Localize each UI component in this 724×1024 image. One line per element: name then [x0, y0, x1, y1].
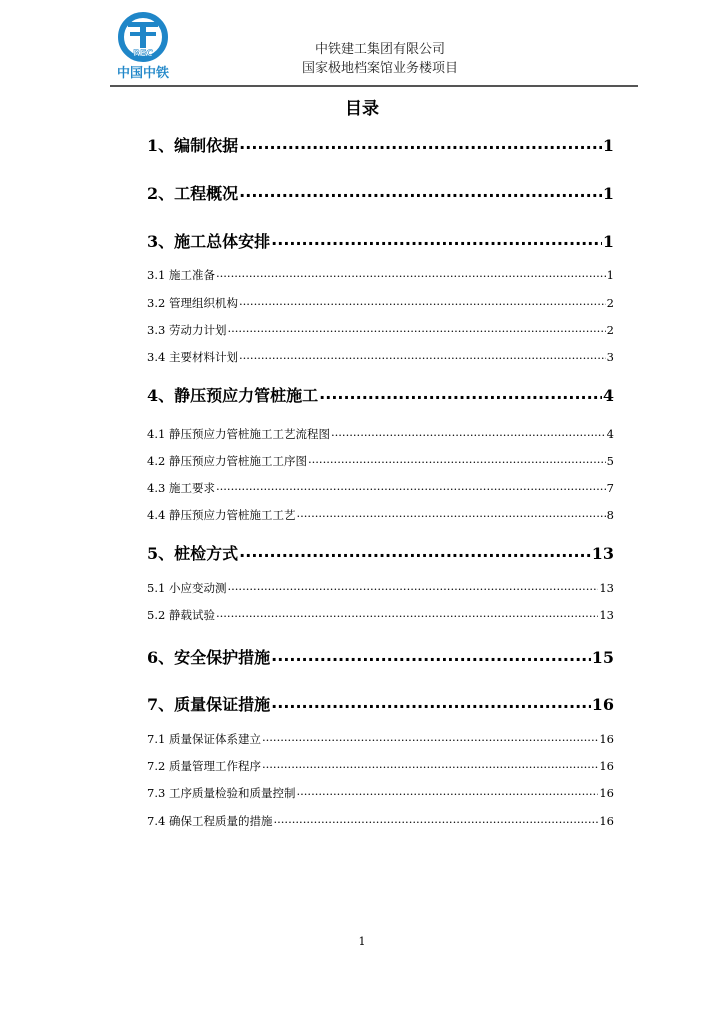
toc-entry-number: 5.1 — [147, 581, 166, 595]
toc-entry-page: 15 — [591, 648, 614, 667]
toc-entry-page: 13 — [599, 608, 614, 622]
page-number: 1 — [358, 935, 366, 948]
toc-entry-number: 2 — [147, 184, 159, 203]
toc-entry-page: 13 — [599, 581, 614, 595]
toc-leader-dots — [262, 759, 598, 771]
toc-entry-page: 3 — [606, 350, 614, 364]
toc-leader-dots — [296, 508, 605, 520]
toc-entry-text: 、质量保证措施 — [158, 695, 271, 714]
toc-entry-label — [147, 229, 270, 252]
toc-entry-text: 、静压预应力管桩施工 — [158, 386, 319, 405]
toc-entry-number: 4.2 — [147, 454, 166, 468]
toc-subsection-entry[interactable] — [147, 453, 614, 467]
toc-entry-page: 16 — [591, 695, 614, 714]
toc-entry-text: 、桩检方式 — [158, 544, 239, 563]
toc-subsection-entry[interactable] — [147, 295, 614, 309]
toc-entry-number: 3.2 — [147, 296, 166, 310]
toc-entry-page: 4 — [606, 427, 614, 441]
toc-entry-text: 质量管理工作程序 — [165, 759, 261, 773]
toc-entry-text: 静载试验 — [165, 608, 215, 622]
toc-entry-page: 16 — [599, 759, 614, 773]
toc-title: 目录 — [345, 99, 379, 119]
toc-section-entry[interactable] — [147, 383, 614, 403]
toc-leader-dots — [216, 481, 606, 493]
toc-entry-label — [147, 453, 307, 469]
toc-entry-page: 2 — [606, 296, 614, 310]
toc-entry-label — [147, 692, 270, 715]
crec-logo-icon — [108, 12, 178, 62]
toc-entry-number: 6 — [147, 648, 159, 667]
toc-entry-number: 4.1 — [147, 427, 166, 441]
toc-entry-number: 3 — [147, 232, 159, 251]
toc-entry-label — [147, 322, 226, 338]
toc-subsection-entry[interactable] — [147, 785, 614, 799]
toc-leader-dots — [227, 323, 605, 335]
company-logo — [108, 12, 178, 84]
toc-leader-dots — [239, 183, 602, 199]
toc-subsection-entry[interactable] — [147, 731, 614, 745]
toc-entry-number: 3.1 — [147, 268, 166, 282]
toc-entry-label — [147, 541, 238, 564]
toc-entry-label — [147, 426, 330, 442]
toc-subsection-entry[interactable] — [147, 322, 614, 336]
toc-leader-dots — [239, 543, 591, 559]
toc-leader-dots — [216, 268, 606, 280]
svg-text:REC: REC — [133, 49, 153, 59]
toc-subsection-entry[interactable] — [147, 607, 614, 621]
toc-entry-text: 施工准备 — [165, 268, 215, 282]
toc-entry-text: 、施工总体安排 — [158, 232, 271, 251]
toc-subsection-entry[interactable] — [147, 507, 614, 521]
header-divider — [110, 85, 638, 87]
toc-subsection-entry[interactable] — [147, 267, 614, 281]
toc-subsection-entry[interactable] — [147, 580, 614, 594]
logo-text: 中国中铁 — [116, 66, 169, 81]
toc-entry-page: 1 — [602, 232, 614, 251]
toc-entry-number: 7 — [147, 695, 159, 714]
toc-entry-label — [147, 731, 261, 747]
toc-section-entry[interactable] — [147, 692, 614, 712]
toc-entry-text: 工序质量检验和质量控制 — [165, 786, 296, 800]
project-name: 国家极地档案馆业务楼项目 — [301, 61, 458, 76]
toc-leader-dots — [319, 385, 602, 401]
toc-leader-dots — [227, 581, 598, 593]
toc-section-entry[interactable] — [147, 229, 614, 249]
toc-entry-text: 、工程概况 — [158, 184, 239, 203]
toc-leader-dots — [239, 296, 606, 308]
toc-entry-number: 5 — [147, 544, 159, 563]
toc-entry-text: 质量保证体系建立 — [165, 732, 261, 746]
toc-entry-page: 2 — [606, 323, 614, 337]
toc-leader-dots — [271, 694, 591, 710]
toc-entry-label — [147, 580, 226, 596]
toc-entry-page: 7 — [606, 481, 614, 495]
toc-entry-number: 3.3 — [147, 323, 166, 337]
toc-entry-text: 劳动力计划 — [165, 323, 227, 337]
toc-entry-label — [147, 295, 238, 311]
toc-subsection-entry[interactable] — [147, 426, 614, 440]
toc-entry-page: 16 — [599, 732, 614, 746]
toc-leader-dots — [239, 350, 606, 362]
toc-entry-label — [147, 480, 215, 496]
toc-leader-dots — [239, 135, 602, 151]
toc-subsection-entry[interactable] — [147, 349, 614, 363]
toc-entry-number: 7.1 — [147, 732, 166, 746]
toc-entry-text: 确保工程质量的措施 — [165, 814, 273, 828]
toc-leader-dots — [331, 427, 606, 439]
toc-entry-label — [147, 785, 295, 801]
toc-entry-page: 1 — [602, 184, 614, 203]
toc-entry-text: 施工要求 — [165, 481, 215, 495]
toc-entry-text: 静压预应力管桩施工工序图 — [165, 454, 307, 468]
document-header — [230, 40, 530, 78]
toc-subsection-entry[interactable] — [147, 480, 614, 494]
company-name: 中铁建工集团有限公司 — [314, 42, 445, 57]
toc-entry-label — [147, 181, 238, 204]
toc-entry-number: 1 — [147, 136, 159, 155]
toc-leader-dots — [308, 454, 606, 466]
toc-entry-text: 、安全保护措施 — [158, 648, 271, 667]
toc-section-entry[interactable] — [147, 645, 614, 665]
toc-entry-text: 静压预应力管桩施工工艺 — [165, 508, 296, 522]
toc-entry-page: 4 — [602, 386, 614, 405]
toc-entry-text: 主要材料计划 — [165, 350, 238, 364]
toc-subsection-entry[interactable] — [147, 813, 614, 827]
toc-entry-page: 5 — [606, 454, 614, 468]
toc-entry-text: 静压预应力管桩施工工艺流程图 — [165, 427, 330, 441]
toc-entry-text: 、编制依据 — [158, 136, 239, 155]
toc-leader-dots — [216, 608, 598, 620]
toc-entry-number: 5.2 — [147, 608, 166, 622]
toc-entry-number: 7.4 — [147, 814, 166, 828]
toc-entry-label — [147, 267, 215, 283]
toc-subsection-entry[interactable] — [147, 758, 614, 772]
toc-entry-number: 4.3 — [147, 481, 166, 495]
toc-leader-dots — [271, 647, 591, 663]
toc-leader-dots — [262, 732, 598, 744]
toc-entry-label — [147, 813, 272, 829]
toc-entry-number: 4.4 — [147, 508, 166, 522]
toc-entry-page: 13 — [591, 544, 614, 563]
toc-section-entry[interactable] — [147, 541, 614, 561]
toc-leader-dots — [296, 786, 598, 798]
toc-entry-page: 8 — [606, 508, 614, 522]
toc-entry-label — [147, 645, 270, 668]
toc-entry-label — [147, 133, 238, 156]
toc-entry-label — [147, 607, 215, 623]
toc-entry-text: 管理组织机构 — [165, 296, 238, 310]
toc-entry-number: 3.4 — [147, 350, 166, 364]
toc-entry-page: 16 — [599, 786, 614, 800]
toc-entry-number: 4 — [147, 386, 159, 405]
toc-section-entry[interactable] — [147, 133, 614, 153]
toc-section-entry[interactable] — [147, 181, 614, 201]
toc-leader-dots — [273, 814, 598, 826]
toc-entry-label — [147, 349, 238, 365]
toc-entry-page: 16 — [599, 814, 614, 828]
toc-entry-label — [147, 507, 295, 523]
toc-leader-dots — [271, 231, 602, 247]
toc-entry-number: 7.2 — [147, 759, 166, 773]
toc-entry-page: 1 — [606, 268, 614, 282]
toc-entry-label — [147, 758, 261, 774]
toc-entry-page: 1 — [602, 136, 614, 155]
toc-entry-label — [147, 383, 318, 406]
toc-entry-number: 7.3 — [147, 786, 166, 800]
toc-entry-text: 小应变动测 — [165, 581, 227, 595]
